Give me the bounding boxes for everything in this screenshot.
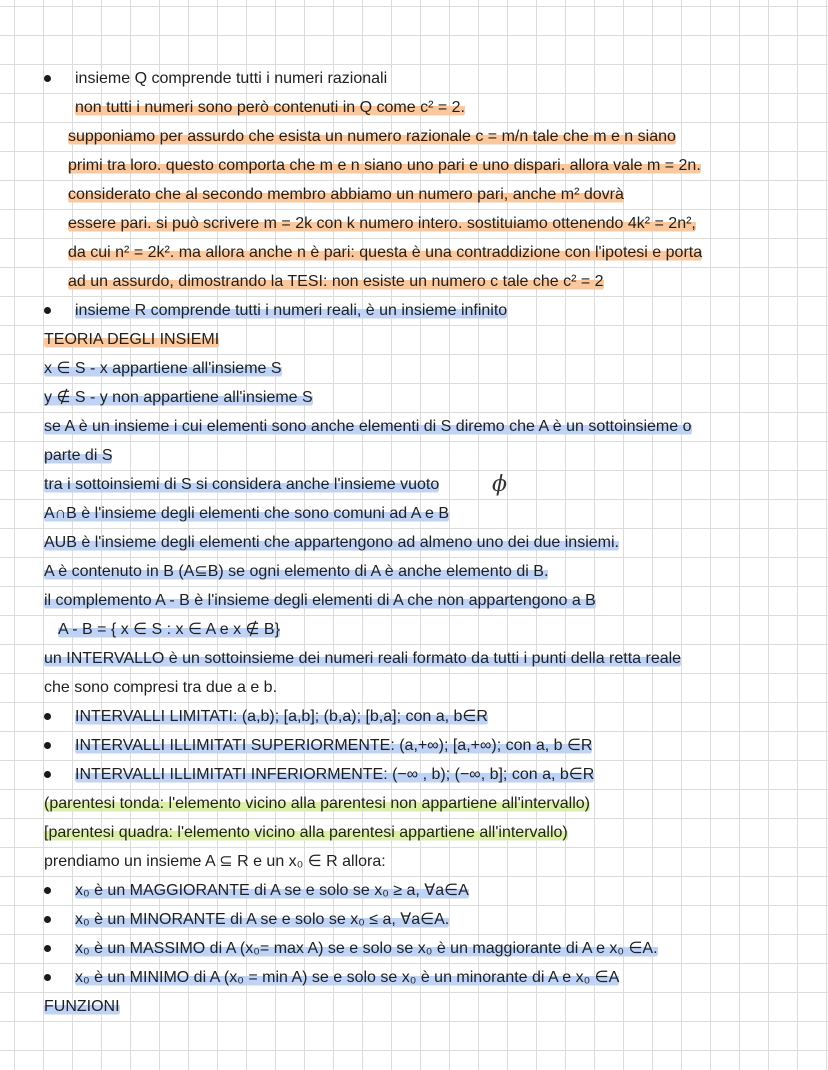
- heading-functions: FUNZIONI: [44, 998, 120, 1015]
- line-complement: il complemento A - B è l'insieme degli elementi di A che non appartengono a B: [44, 592, 596, 609]
- line-limited-intervals: INTERVALLI LIMITATI: (a,b); [a,b]; (b,a); [b,a]; con a, b∈R: [75, 708, 488, 725]
- line-union: AUB è l'insieme degli elementi che appartengono ad almeno uno dei due insiemi.: [44, 534, 619, 551]
- line-minimum: x₀ è un MINIMO di A (x₀ = min A) se e solo se x₀ è un minorante di A e x₀ ∈A: [75, 969, 620, 986]
- line-set-r: insieme R comprende tutti i numeri reali, è un insieme infinito: [75, 302, 508, 319]
- line-take-set: prendiamo un insieme A ⊆ R e un x₀ ∈ R allora:: [44, 853, 386, 870]
- line-intersection: A∩B è l'insieme degli elementi che sono comuni ad A e B: [44, 505, 450, 522]
- line-upper-bound: x₀ è un MAGGIORANTE di A se e solo se x₀ ≥ a, ∀a∈A: [75, 882, 469, 899]
- line-substitute: essere pari. si può scrivere m = 2k con k numero intero. sostituiamo ottenendo 4k² = 2n²,: [68, 215, 696, 232]
- line-lower-bound: x₀ è un MINORANTE di A se e solo se x₀ ≤ a, ∀a∈A.: [75, 911, 450, 928]
- line-empty-set: tra i sottoinsiemi di S si considera anche l'insieme vuoto: [44, 476, 440, 493]
- line-not-belongs: y ∉ S - y non appartiene all'insieme S: [44, 389, 313, 406]
- bullet-icon: [44, 75, 51, 82]
- line-subset-def-cont: parte di S: [44, 447, 113, 464]
- line-contradiction: da cui n² = 2k². ma allora anche n è pari: questa è una contraddizione con l'ipotesi e porta: [68, 244, 703, 261]
- line-belongs: x ∈ S - x appartiene all'insieme S: [44, 360, 282, 377]
- line-interval-def-cont: che sono compresi tra due a e b.: [44, 679, 278, 696]
- bullet-icon: [44, 945, 51, 952]
- line-upper-unlimited: INTERVALLI ILLIMITATI SUPERIORMENTE: (a,+∞); [a,+∞); con a, b ∈R: [75, 737, 593, 754]
- line-set-q: insieme Q comprende tutti i numeri razionali: [75, 70, 388, 87]
- bullet-icon: [44, 974, 51, 981]
- line-lower-unlimited: INTERVALLI ILLIMITATI INFERIORMENTE: (−∞ , b); (−∞, b]; con a, b∈R: [75, 766, 595, 783]
- bullet-icon: [44, 713, 51, 720]
- line-complement-formula: A - B = { x ∈ S : x ∈ A e x ∉ B}: [58, 621, 280, 638]
- line-absurd: supponiamo per assurdo che esista un numero razionale c = m/n tale che m e n siano: [68, 128, 676, 145]
- bullet-icon: [44, 916, 51, 923]
- line-coprime: primi tra loro. questo comporta che m e n siano uno pari e uno dispari. allora vale m = 2n.: [68, 157, 701, 174]
- line-thesis: ad un assurdo, dimostrando la TESI: non esiste un numero c tale che c² = 2: [68, 273, 604, 290]
- line-round-bracket: (parentesi tonda: l'elemento vicino alla parentesi non appartiene all'intervallo): [44, 795, 590, 812]
- line-interval-def: un INTERVALLO è un sottoinsieme dei numeri reali formato da tutti i punti della retta reale: [44, 650, 682, 667]
- bullet-icon: [44, 307, 51, 314]
- line-subset-def: se A è un insieme i cui elementi sono anche elementi di S diremo che A è un sottoinsieme o: [44, 418, 692, 435]
- heading-set-theory: TEORIA DEGLI INSIEMI: [44, 331, 220, 348]
- bullet-icon: [44, 742, 51, 749]
- line-even-member: considerato che al secondo membro abbiamo un numero pari, anche m² dovrà: [68, 186, 624, 203]
- line-contained: A è contenuto in B (A⊆B) se ogni elemento di A è anche elemento di B.: [44, 563, 549, 580]
- bullet-icon: [44, 771, 51, 778]
- empty-set-icon: ϕ: [492, 472, 507, 497]
- line-square-bracket: [parentesi quadra: l'elemento vicino alla parentesi appartiene all'intervallo): [44, 824, 568, 841]
- bullet-icon: [44, 887, 51, 894]
- line-not-all: non tutti i numeri sono però contenuti in Q come c² = 2.: [75, 99, 465, 116]
- line-maximum: x₀ è un MASSIMO di A (x₀= max A) se e solo se x₀ è un maggiorante di A e x₀ ∈A.: [75, 940, 658, 957]
